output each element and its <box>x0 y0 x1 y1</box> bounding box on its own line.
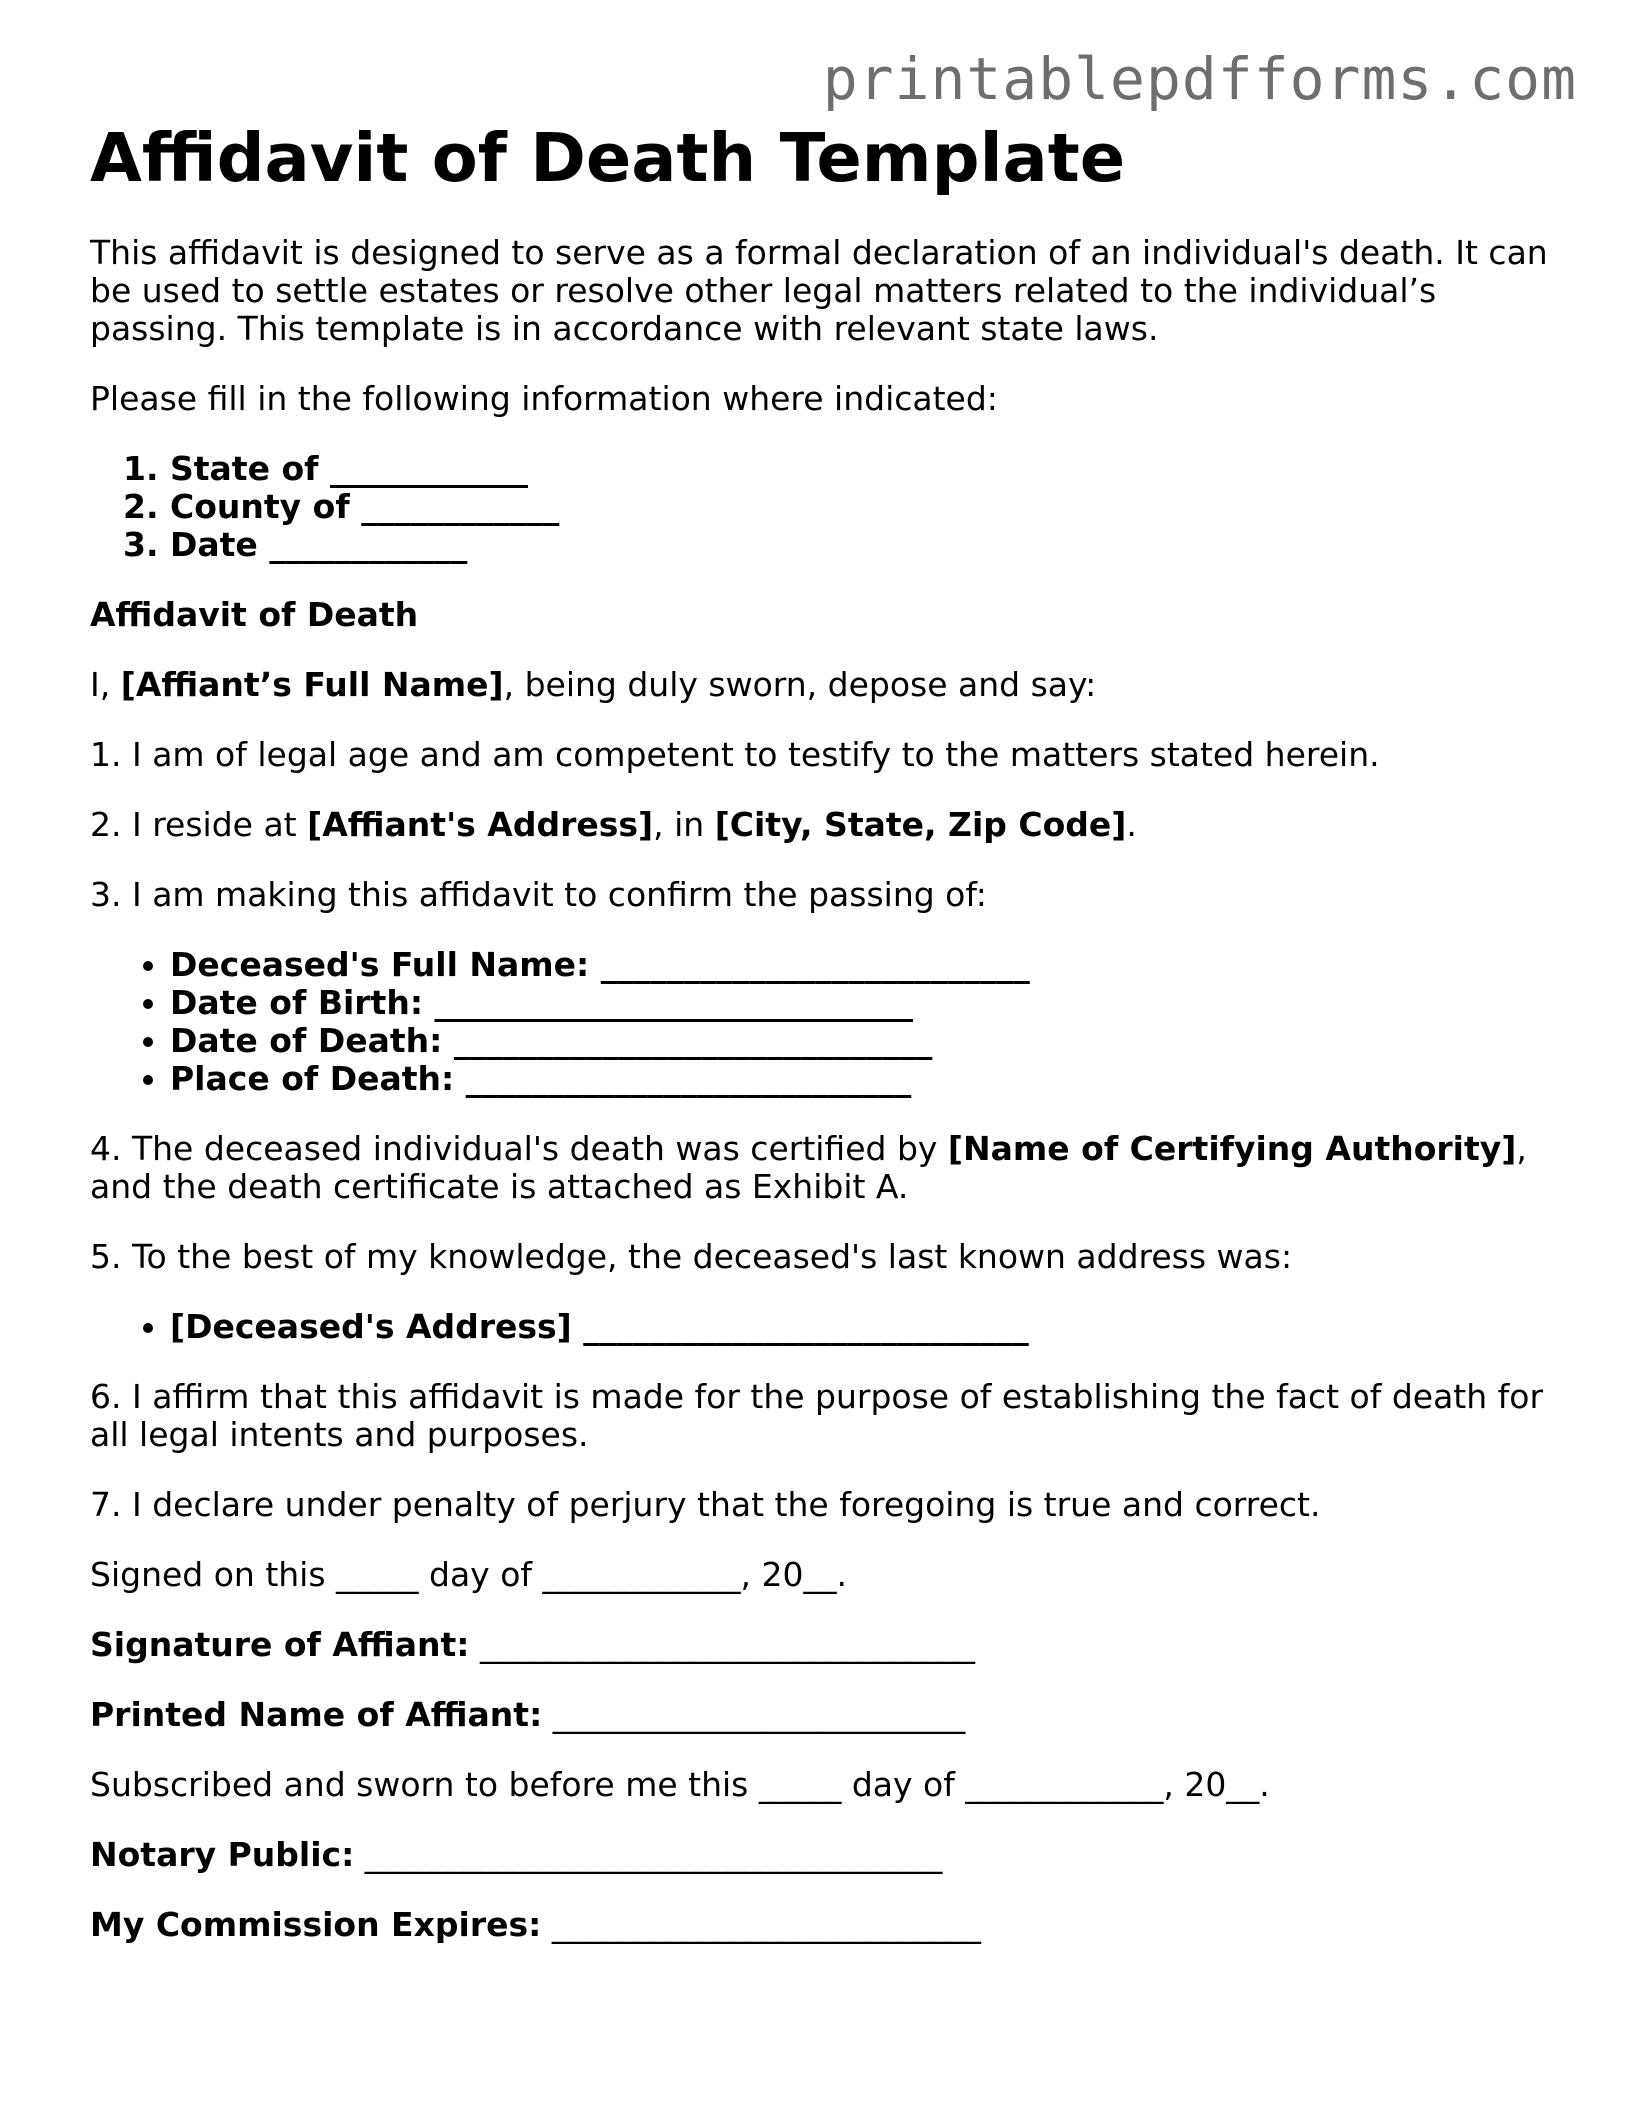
statement-6: 6. I affirm that this affidavit is made for the purpose of establishing the fact of death for all legal intents and purposes. <box>90 1377 1544 1454</box>
oath-statement: I, [Affiant’s Full Name], being duly sworn, depose and say: <box>90 665 1097 704</box>
printed-name-line: Printed Name of Affiant: _________________________ <box>90 1695 966 1734</box>
notary-line: Notary Public: ___________________________________ <box>90 1835 943 1874</box>
info-field-list <box>90 450 1560 564</box>
field-blank: __________________________ <box>551 1905 981 1944</box>
instruction-text: Please fill in the following information where indicated: <box>90 379 998 418</box>
document-title: Affidavit of Death Template <box>90 119 1126 197</box>
document-page <box>90 120 1560 1976</box>
info-field-county <box>170 488 1560 526</box>
field-blank: ___________________________________ <box>364 1835 943 1874</box>
field-blank: ___________________________ <box>583 1307 1029 1346</box>
subscribed-line: Subscribed and sworn to before me this _____ day of ____________, 20__. <box>90 1765 1270 1804</box>
statement-3: 3. I am making this affidavit to confirm the passing of: <box>90 875 987 914</box>
date-of-birth-field: • Date of Birth: _____________________________ <box>170 984 1560 1022</box>
statement-2: 2. I reside at [Affiant's Address], in [City, State, Zip Code]. <box>90 805 1137 844</box>
info-field-state <box>170 450 1560 488</box>
signed-on-line: Signed on this _____ day of ____________, 20__. <box>90 1555 847 1594</box>
section-heading: Affidavit of Death <box>90 595 419 634</box>
date-of-death-field: • Date of Death: _____________________________ <box>170 1022 1560 1060</box>
field-blank: ______________________________ <box>479 1625 975 1664</box>
certifying-authority-placeholder: [Name of Certifying Authority] <box>947 1129 1517 1168</box>
statement-5: 5. To the best of my knowledge, the deceased's last known address was: <box>90 1237 1293 1276</box>
statement-7: 7. I declare under penalty of perjury that the foregoing is true and correct. <box>90 1485 1321 1524</box>
commission-line: My Commission Expires: __________________________ <box>90 1905 981 1944</box>
field-blank: __________________________ <box>600 945 1030 984</box>
affiant-name-placeholder: [Affiant’s Full Name] <box>120 665 504 704</box>
deceased-address-list <box>90 1308 1560 1346</box>
affiant-address-placeholder: [Affiant's Address] <box>307 805 654 844</box>
statement-1: 1. I am of legal age and am competent to testify to the matters stated herein. <box>90 735 1380 774</box>
deceased-full-name-field: • Deceased's Full Name: __________________________ <box>170 946 1560 984</box>
field-blank: ____________ <box>269 525 468 564</box>
place-of-death-field: • Place of Death: ___________________________ <box>170 1060 1560 1098</box>
field-label: Date <box>170 525 258 564</box>
field-blank: _____________________________ <box>453 1021 933 1060</box>
field-label: State of <box>170 449 319 488</box>
deceased-address-field: • [Deceased's Address] ___________________________ <box>170 1308 1560 1346</box>
city-state-zip-placeholder: [City, State, Zip Code] <box>714 805 1127 844</box>
field-blank: _____________________________ <box>434 983 914 1022</box>
field-label: County of <box>170 487 350 526</box>
field-blank: ___________________________ <box>465 1059 912 1098</box>
intro-paragraph: This affidavit is designed to serve as a formal declaration of an individual's death. It can be used to settle estates or resolve other legal matters related to the individual’s passing. This template is in accordance with relevant state laws. <box>90 233 1548 348</box>
statement-4: 4. The deceased individual's death was certified by [Name of Certifying Authority], and the death certificate is attached as Exhibit A. <box>90 1129 1527 1206</box>
info-field-date <box>170 526 1560 564</box>
deceased-field-list <box>90 946 1560 1098</box>
field-blank: ____________ <box>329 449 528 488</box>
field-blank: ____________ <box>361 487 560 526</box>
watermark: printablepdfforms.com <box>822 45 1577 113</box>
signature-line: Signature of Affiant: ______________________________ <box>90 1625 975 1664</box>
field-blank: _________________________ <box>552 1695 966 1734</box>
